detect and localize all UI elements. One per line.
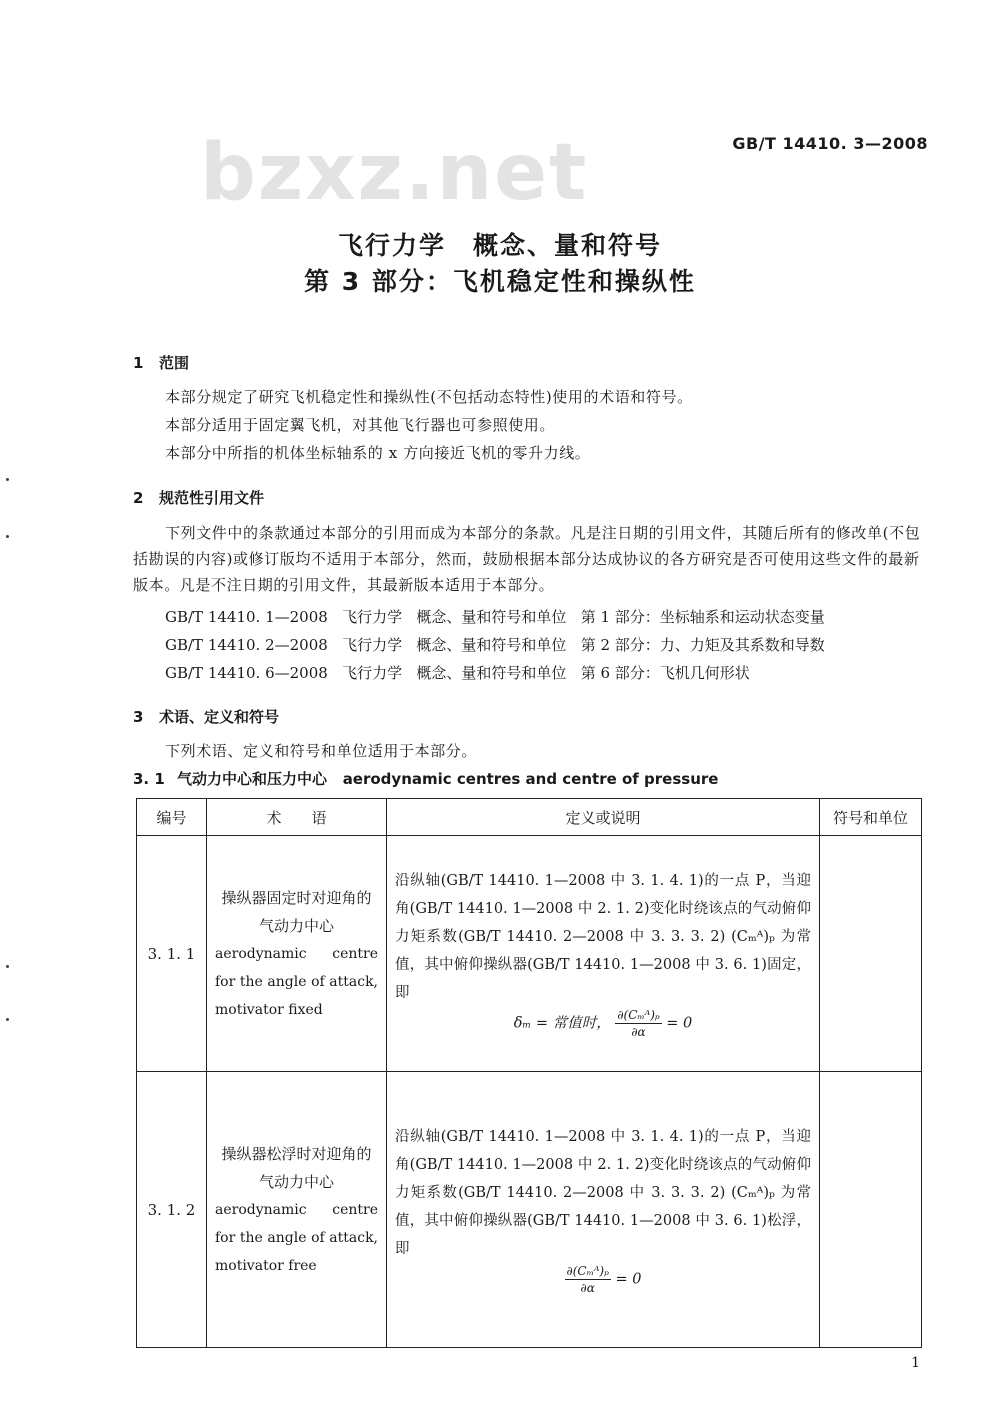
formula-prefix: δₘ = 常值时， (513, 1015, 611, 1032)
definition-text: 沿纵轴(GB/T 14410. 1—2008 中 3. 1. 4. 1)的一点 P，当迎角(GB/T 14410. 1—2008 中 2. 1. 2)变化时绕该点的气动俯仰力矩系数(GB/T 14410. 2—2008 中 3. 3. 3. 2) (Cₘᴬ)ₚ 为常值，其中俯仰操纵器(GB/T 14410. 1—2008 中 3. 6. 1)固定，即 (395, 873, 811, 1001)
formula-numerator: ∂(Cₘᴬ)ₚ (566, 1264, 609, 1278)
scan-mark (6, 1018, 9, 1021)
standard-number: GB/T 14410. 3—2008 (732, 134, 928, 153)
reference-item: GB/T 14410. 1—2008 飞行力学 概念、量和符号和单位 第 1 部分：坐标轴系和运动状态变量 (165, 608, 825, 626)
scan-mark (6, 535, 9, 538)
entry-definition (387, 836, 820, 1072)
subsection-number: 3. 1 (133, 770, 165, 788)
table-row (137, 836, 922, 1072)
scan-mark (6, 478, 9, 481)
entry-number: 3. 1. 1 (137, 836, 207, 1072)
paragraph: 本部分规定了研究飞机稳定性和操纵性(不包括动态特性)使用的术语和符号。 (165, 388, 693, 406)
definition-formula (395, 1007, 811, 1040)
section-number: 1 (133, 354, 144, 372)
paragraph: 下列文件中的条款通过本部分的引用而成为本部分的条款。凡是注日期的引用文件，其随后所有的修改单(不包括勘误的内容)或修订版均不适用于本部分，然而，鼓励根据本部分达成协议的各方研究是否可使用这些文件的最新版本。凡是不注日期的引用文件，其最新版本适用于本部分。 (133, 524, 921, 594)
paragraph: 本部分适用于固定翼飞机，对其他飞行器也可参照使用。 (165, 416, 556, 434)
column-header-definition: 定义或说明 (387, 799, 820, 836)
entry-term (207, 836, 387, 1072)
column-header-term: 术 语 (207, 799, 387, 836)
section-number: 2 (133, 489, 144, 507)
formula-fraction (615, 1007, 661, 1040)
term-english: aerodynamic centre for the angle of attack, motivator fixed (215, 945, 378, 1018)
formula-fraction (565, 1263, 611, 1296)
reference-item: GB/T 14410. 2—2008 飞行力学 概念、量和符号和单位 第 2 部分：力、力矩及其系数和导数 (165, 636, 825, 654)
table-row (137, 1072, 922, 1348)
formula-suffix: = 0 (615, 1271, 642, 1288)
section-heading-normative-references (133, 487, 264, 508)
subsection-title: 气动力中心和压力中心 (177, 770, 328, 788)
terms-table (136, 798, 922, 1348)
document-title-line2: 第 3 部分：飞机稳定性和操纵性 (304, 267, 696, 296)
table-header-row (137, 799, 922, 836)
section-number: 3 (133, 708, 144, 726)
entry-term (207, 1072, 387, 1348)
column-header-number: 编号 (137, 799, 207, 836)
section-title: 术语、定义和符号 (159, 708, 280, 726)
entry-symbol (820, 1072, 922, 1348)
term-english: aerodynamic centre for the angle of attack, motivator free (215, 1201, 378, 1274)
page-number: 1 (911, 1355, 920, 1371)
definition-text: 沿纵轴(GB/T 14410. 1—2008 中 3. 1. 4. 1)的一点 P，当迎角(GB/T 14410. 1—2008 中 2. 1. 2)变化时绕该点的气动俯仰力矩系数(GB/T 14410. 2—2008 中 3. 3. 3. 2) (Cₘᴬ)ₚ 为常值，其中俯仰操纵器(GB/T 14410. 1—2008 中 3. 6. 1)松浮，即 (395, 1129, 811, 1257)
section-title: 范围 (159, 354, 190, 372)
reference-item: GB/T 14410. 6—2008 飞行力学 概念、量和符号和单位 第 6 部分：飞机几何形状 (165, 664, 750, 682)
section-heading-terms (133, 706, 279, 727)
section-heading-scope (133, 352, 189, 373)
entry-number: 3. 1. 2 (137, 1072, 207, 1348)
entry-symbol (820, 836, 922, 1072)
subsection-title-en: aerodynamic centres and centre of pressure (342, 770, 719, 788)
term-chinese: 操纵器固定时对迎角的气动力中心 (221, 888, 372, 935)
document-title-line1: 飞行力学 概念、量和符号 (337, 231, 662, 260)
subsection-heading (133, 768, 718, 789)
definition-formula (395, 1263, 811, 1296)
formula-denominator: ∂α (580, 1281, 595, 1295)
scan-mark (6, 965, 9, 968)
column-header-symbol: 符号和单位 (820, 799, 922, 836)
formula-denominator: ∂α (631, 1025, 646, 1039)
section-title: 规范性引用文件 (159, 489, 265, 507)
paragraph: 下列术语、定义和符号和单位适用于本部分。 (165, 742, 478, 760)
formula-suffix: = 0 (666, 1015, 693, 1032)
entry-definition (387, 1072, 820, 1348)
watermark: bzxz.net (200, 128, 589, 218)
paragraph: 本部分中所指的机体坐标轴系的 x 方向接近飞机的零升力线。 (165, 444, 591, 462)
term-chinese: 操纵器松浮时对迎角的气动力中心 (221, 1144, 372, 1191)
formula-numerator: ∂(Cₘᴬ)ₚ (617, 1008, 660, 1022)
